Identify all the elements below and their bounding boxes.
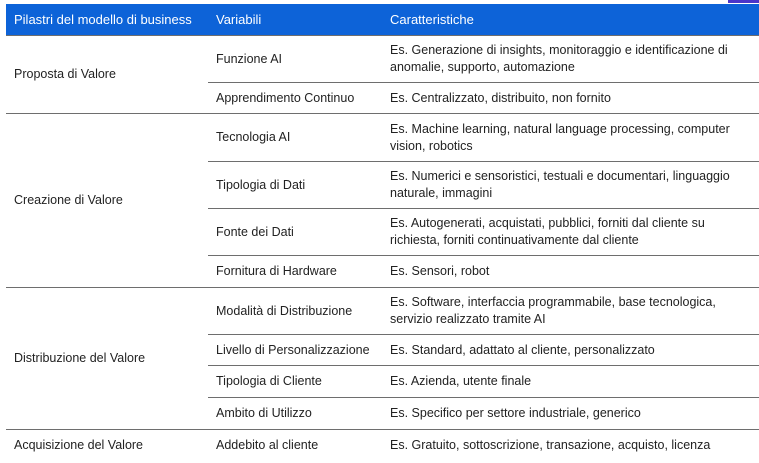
description-cell: Es. Gratuito, sottoscrizione, transazione, acquisto, licenza [382, 430, 759, 461]
pillar-cell: Acquisizione del Valore [6, 430, 208, 461]
description-cell: Es. Numerici e sensoristici, testuali e documentari, linguaggio naturale, immagini [382, 162, 759, 209]
pillar-cell: Proposta di Valore [6, 36, 208, 114]
description-cell: Es. Centralizzato, distribuito, non fornito [382, 83, 759, 114]
business-model-table [6, 4, 759, 461]
description-cell: Es. Sensori, robot [382, 256, 759, 288]
variable-cell: Tipologia di Cliente [208, 366, 382, 398]
variable-cell: Tipologia di Dati [208, 162, 382, 209]
variable-cell: Addebito al cliente [208, 430, 382, 461]
variable-cell: Livello di Personalizzazione [208, 335, 382, 366]
pillar-cell: Creazione di Valore [6, 114, 208, 288]
top-accent-bar [728, 0, 759, 3]
table-row [6, 114, 759, 162]
description-cell: Es. Machine learning, natural language processing, computer vision, robotics [382, 114, 759, 162]
header-variables: Variabili [208, 4, 382, 36]
table-row [6, 430, 759, 461]
variable-cell: Fonte dei Dati [208, 209, 382, 256]
variable-cell: Modalità di Distribuzione [208, 288, 382, 335]
variable-cell: Apprendimento Continuo [208, 83, 382, 114]
header-characteristics: Caratteristiche [382, 4, 759, 36]
table-header-row [6, 4, 759, 36]
variable-cell: Fornitura di Hardware [208, 256, 382, 288]
pillar-cell: Distribuzione del Valore [6, 288, 208, 430]
table-row [6, 288, 759, 335]
description-cell: Es. Autogenerati, acquistati, pubblici, forniti dal cliente su richiesta, forniti continuativamente dal cliente [382, 209, 759, 256]
variable-cell: Ambito di Utilizzo [208, 398, 382, 430]
description-cell: Es. Software, interfaccia programmabile, base tecnologica, servizio realizzato tramite AI [382, 288, 759, 335]
description-cell: Es. Standard, adattato al cliente, personalizzato [382, 335, 759, 366]
description-cell: Es. Specifico per settore industriale, generico [382, 398, 759, 430]
header-pillars: Pilastri del modello di business [6, 4, 208, 36]
description-cell: Es. Azienda, utente finale [382, 366, 759, 398]
variable-cell: Tecnologia AI [208, 114, 382, 162]
table-row [6, 36, 759, 83]
table-body [6, 36, 759, 461]
variable-cell: Funzione AI [208, 36, 382, 83]
description-cell: Es. Generazione di insights, monitoraggio e identificazione di anomalie, supporto, automazione [382, 36, 759, 83]
